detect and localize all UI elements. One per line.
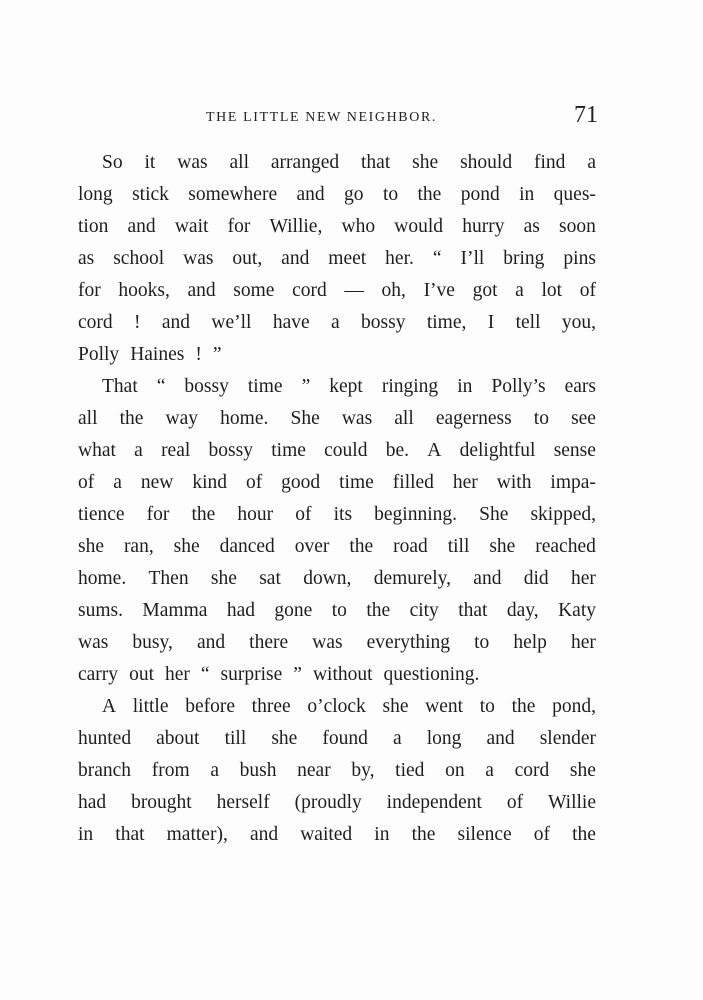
text-line <box>78 243 596 275</box>
word: tience <box>78 504 125 525</box>
word: the <box>417 184 442 205</box>
word: tion <box>78 216 109 237</box>
word: the <box>119 408 144 429</box>
text-line <box>78 467 596 499</box>
word: ! <box>195 344 202 365</box>
word: “ <box>432 248 442 269</box>
word: pond <box>460 184 500 205</box>
word: “ <box>156 376 166 397</box>
word: “ <box>200 664 210 685</box>
word: to <box>382 184 399 205</box>
word: have <box>272 312 310 333</box>
word: — <box>344 280 364 301</box>
word: Willie <box>548 792 596 813</box>
word: Mamma <box>142 600 208 621</box>
word: by, <box>351 760 375 781</box>
word: about <box>156 728 200 749</box>
word: hour <box>237 504 274 525</box>
running-head <box>78 104 598 132</box>
word: had <box>226 600 255 621</box>
word: her <box>452 472 478 493</box>
word: in <box>374 824 390 845</box>
text-line <box>78 755 596 787</box>
word: and <box>161 312 191 333</box>
word: bush <box>239 760 277 781</box>
word: of <box>506 792 524 813</box>
word: that <box>115 824 145 845</box>
page-number: 71 <box>574 102 598 128</box>
word: So <box>102 152 123 173</box>
word: a <box>587 152 596 173</box>
word: independent <box>386 792 482 813</box>
body-text <box>78 147 596 851</box>
word: out, <box>232 248 263 269</box>
word: find <box>534 152 566 173</box>
word: in <box>519 184 535 205</box>
word: of <box>78 472 95 493</box>
word: ques- <box>553 184 596 205</box>
word: and <box>127 216 156 237</box>
word: to <box>474 632 490 653</box>
word: I <box>487 312 495 333</box>
word: arranged <box>270 152 340 173</box>
word: danced <box>219 536 275 557</box>
word: and <box>281 248 310 269</box>
word: got <box>472 280 498 301</box>
word: ” <box>293 664 302 685</box>
text-line <box>78 435 596 467</box>
word: Katy <box>558 600 596 621</box>
word: gone <box>274 600 313 621</box>
word: reached <box>535 536 596 557</box>
word: in <box>457 376 473 397</box>
word: the <box>411 824 436 845</box>
word: was <box>78 632 109 653</box>
word: all <box>394 408 414 429</box>
word: day, <box>506 600 539 621</box>
word: could <box>324 440 368 461</box>
word: to <box>331 600 347 621</box>
word: ears <box>564 376 596 397</box>
word: went <box>425 696 464 717</box>
word: the <box>511 696 536 717</box>
word: I’ll <box>460 248 485 269</box>
word: hurry <box>462 216 505 237</box>
word: city <box>409 600 439 621</box>
word: she <box>173 536 200 557</box>
word: school <box>113 248 165 269</box>
word: it <box>144 152 156 173</box>
word: She <box>479 504 509 525</box>
word: the <box>191 504 216 525</box>
word: tied <box>395 760 425 781</box>
word: stick <box>132 184 169 205</box>
word: pond, <box>552 696 596 717</box>
word: ran, <box>123 536 154 557</box>
text-line <box>78 787 596 819</box>
word: soon <box>559 216 596 237</box>
word: was <box>341 408 373 429</box>
word: way <box>165 408 199 429</box>
text-line <box>78 499 596 531</box>
word: should <box>460 152 513 173</box>
word: and <box>296 184 325 205</box>
word: near <box>297 760 331 781</box>
word: surprise <box>220 664 283 685</box>
word: tell <box>515 312 541 333</box>
word: Polly <box>78 344 120 365</box>
word: a <box>134 440 143 461</box>
word: did <box>523 568 549 589</box>
word: her. <box>385 248 414 269</box>
word: home. <box>220 408 269 429</box>
text-line <box>78 307 596 339</box>
word: to <box>479 696 495 717</box>
word: o’clock <box>307 696 366 717</box>
word: a <box>515 280 524 301</box>
word: she <box>210 568 237 589</box>
word: ” <box>212 344 222 365</box>
text-line <box>78 819 596 851</box>
text-line <box>78 563 596 595</box>
word: before <box>185 696 235 717</box>
word: questioning. <box>383 664 480 685</box>
word: kind <box>192 472 227 493</box>
word: waited <box>300 824 353 845</box>
word: of <box>245 472 263 493</box>
text-line <box>78 147 596 179</box>
word: a <box>485 760 494 781</box>
text-line <box>78 595 596 627</box>
word: of <box>295 504 312 525</box>
word: that <box>361 152 391 173</box>
word: I’ve <box>423 280 455 301</box>
text-line <box>78 339 596 371</box>
word: Haines <box>130 344 185 365</box>
word: oh, <box>381 280 406 301</box>
word: Then <box>148 568 189 589</box>
word: and <box>486 728 515 749</box>
text-line <box>78 659 596 691</box>
word: (proudly <box>294 792 362 813</box>
word: for <box>146 504 170 525</box>
word: bossy <box>361 312 406 333</box>
word: found <box>322 728 368 749</box>
word: lot <box>541 280 563 301</box>
word: A <box>102 696 117 717</box>
word: good <box>281 472 321 493</box>
word: a <box>113 472 122 493</box>
word: and <box>473 568 502 589</box>
word: cord <box>514 760 550 781</box>
word: its <box>333 504 353 525</box>
word: down, <box>303 568 352 589</box>
word: she <box>271 728 298 749</box>
word: hooks, <box>118 280 170 301</box>
word: time <box>271 440 306 461</box>
word: she <box>382 696 409 717</box>
word: for <box>227 216 251 237</box>
word: her <box>571 568 596 589</box>
word: all <box>78 408 98 429</box>
word: the <box>366 600 391 621</box>
word: to <box>533 408 549 429</box>
word: That <box>102 376 138 397</box>
word: was <box>312 632 343 653</box>
word: the <box>572 824 596 845</box>
word: ! <box>134 312 141 333</box>
text-line <box>78 531 596 563</box>
word: who <box>341 216 376 237</box>
word: a <box>210 760 219 781</box>
word: little <box>132 696 169 717</box>
word: till <box>224 728 247 749</box>
word: was <box>177 152 208 173</box>
word: go <box>344 184 364 205</box>
word: a <box>331 312 340 333</box>
word: sat <box>259 568 281 589</box>
word: see <box>571 408 596 429</box>
word: ringing <box>381 376 439 397</box>
word: the <box>349 536 374 557</box>
word: would <box>394 216 444 237</box>
word: was <box>183 248 214 269</box>
word: Polly’s <box>491 376 546 397</box>
word: ” <box>301 376 311 397</box>
text-line <box>78 211 596 243</box>
word: time <box>339 472 374 493</box>
word: filled <box>392 472 434 493</box>
word: till <box>447 536 470 557</box>
word: a <box>392 728 402 749</box>
word: pins <box>563 248 596 269</box>
word: home. <box>78 568 127 589</box>
word: cord <box>292 280 327 301</box>
text-line <box>78 723 596 755</box>
word: herself <box>216 792 270 813</box>
word: sense <box>553 440 596 461</box>
word: everything <box>366 632 451 653</box>
word: there <box>249 632 289 653</box>
word: eagerness <box>435 408 512 429</box>
word: her <box>571 632 596 653</box>
text-line <box>78 403 596 435</box>
word: somewhere <box>188 184 278 205</box>
text-line <box>78 691 596 723</box>
word: she <box>412 152 439 173</box>
text-line <box>78 627 596 659</box>
word: meet <box>328 248 367 269</box>
word: and <box>187 280 216 301</box>
word: you, <box>561 312 596 333</box>
running-title: THE LITTLE NEW NEIGHBOR. <box>206 110 437 125</box>
word: slender <box>539 728 596 749</box>
word: three <box>251 696 291 717</box>
word: carry <box>78 664 119 685</box>
word: Willie, <box>269 216 323 237</box>
word: brought <box>131 792 192 813</box>
word: of <box>533 824 551 845</box>
word: road <box>393 536 428 557</box>
word: help <box>513 632 547 653</box>
word: demurely, <box>373 568 451 589</box>
word: branch <box>78 760 132 781</box>
word: kept <box>329 376 363 397</box>
word: what <box>78 440 116 461</box>
word: and <box>196 632 226 653</box>
word: had <box>78 792 107 813</box>
word: all <box>229 152 249 173</box>
word: cord <box>78 312 113 333</box>
word: real <box>161 440 191 461</box>
word: she <box>489 536 516 557</box>
word: impa- <box>550 472 596 493</box>
word: as <box>78 248 95 269</box>
word: with <box>496 472 532 493</box>
word: some <box>233 280 275 301</box>
text-line <box>78 179 596 211</box>
word: of <box>579 280 596 301</box>
word: new <box>140 472 174 493</box>
word: as <box>523 216 540 237</box>
word: out <box>129 664 154 685</box>
word: sums. <box>78 600 123 621</box>
word: matter), <box>166 824 228 845</box>
word: wait <box>174 216 209 237</box>
word: long <box>426 728 462 749</box>
word: she <box>569 760 596 781</box>
word: we’ll <box>211 312 252 333</box>
word: time <box>247 376 283 397</box>
word: silence <box>457 824 512 845</box>
word: she <box>78 536 104 557</box>
word: She <box>290 408 320 429</box>
word: her <box>164 664 190 685</box>
word: and <box>249 824 279 845</box>
word: bossy <box>184 376 229 397</box>
word: in <box>78 824 94 845</box>
text-line <box>78 371 596 403</box>
word: that <box>458 600 488 621</box>
word: time, <box>426 312 467 333</box>
word: from <box>151 760 190 781</box>
word: long <box>78 184 113 205</box>
word: delightful <box>459 440 536 461</box>
word: without <box>312 664 373 685</box>
word: over <box>294 536 330 557</box>
word: hunted <box>78 728 132 749</box>
word: skipped, <box>530 504 596 525</box>
word: be. <box>385 440 410 461</box>
word: beginning. <box>374 504 458 525</box>
word: bossy <box>208 440 253 461</box>
text-line <box>78 275 596 307</box>
word: A <box>427 440 442 461</box>
word: on <box>445 760 465 781</box>
word: bring <box>503 248 545 269</box>
word: busy, <box>132 632 173 653</box>
word: for <box>78 280 101 301</box>
